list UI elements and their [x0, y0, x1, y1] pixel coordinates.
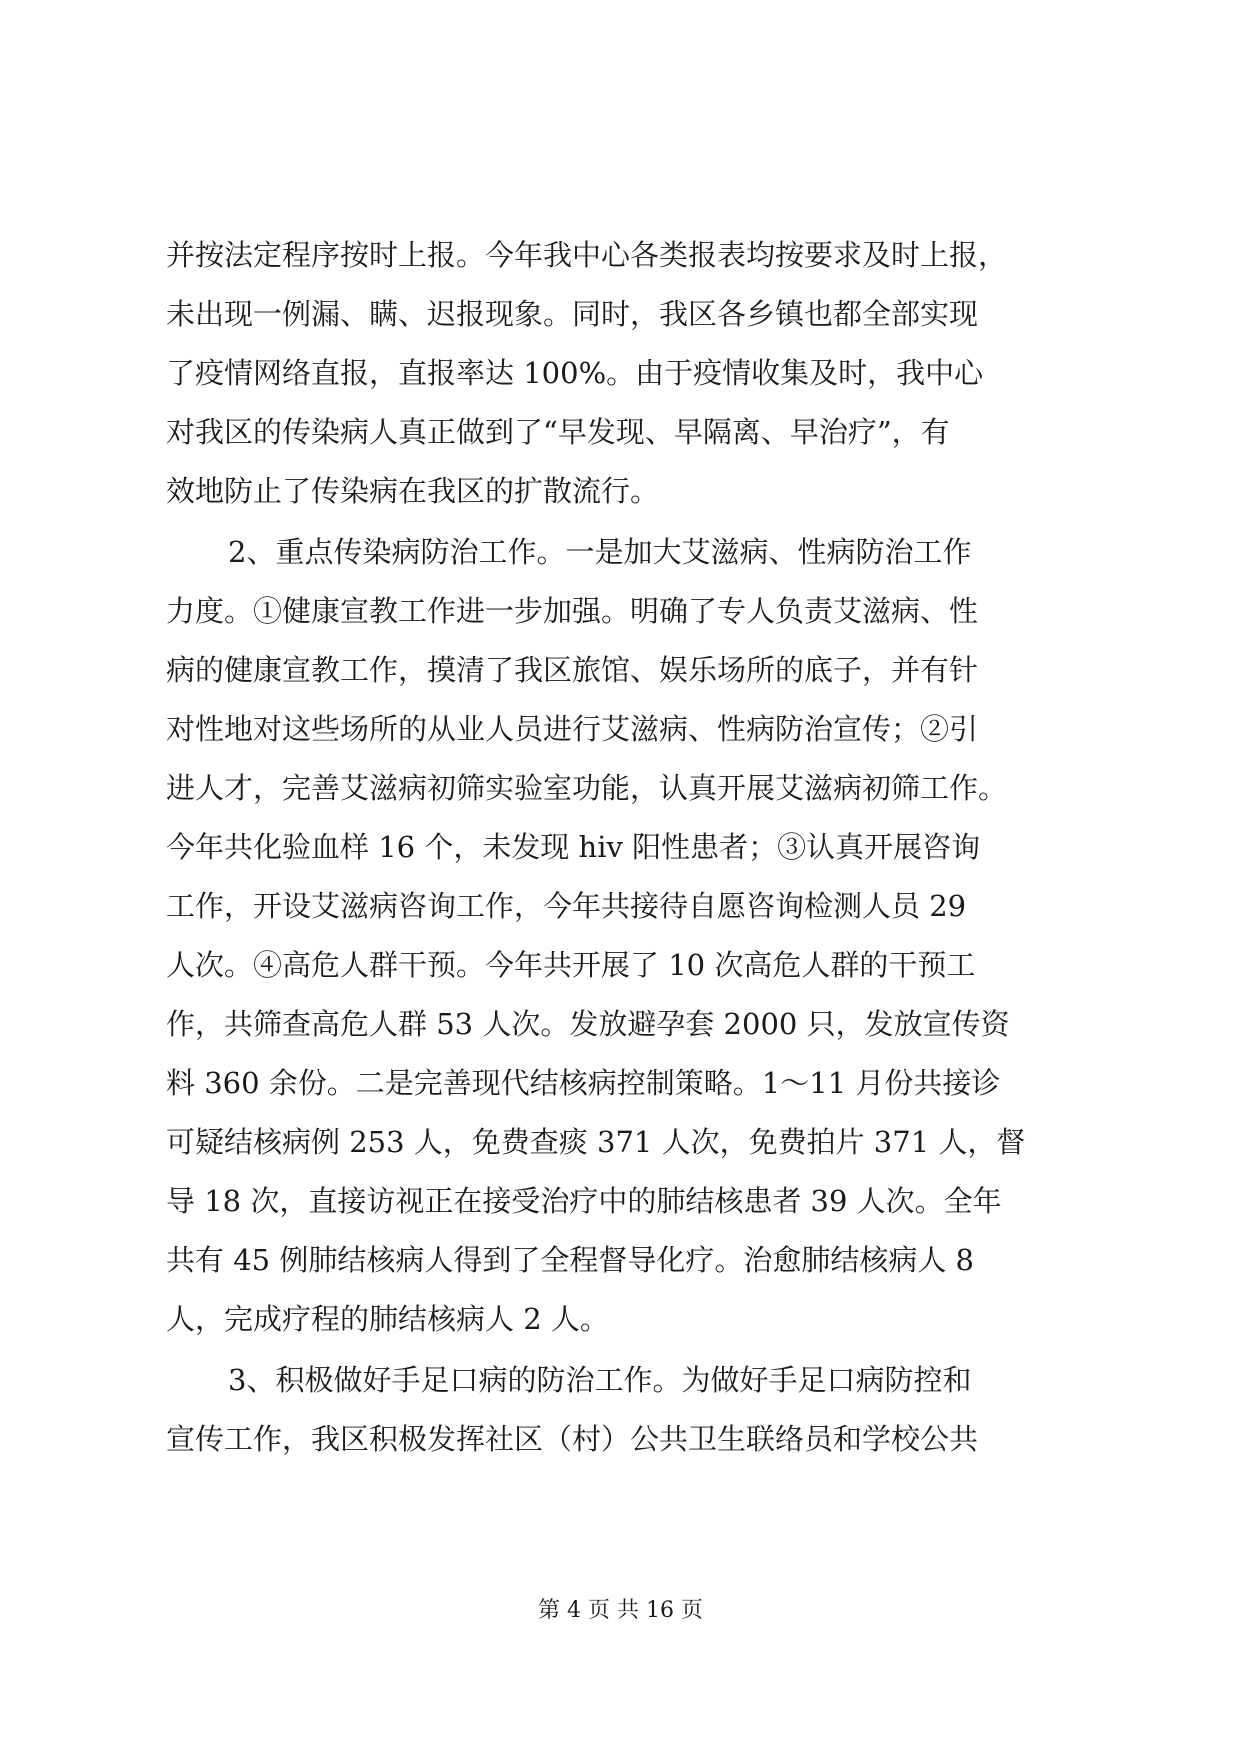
text-line: 作，共筛查高危人群 53 人次。发放避孕套 2000 只，发放宣传资 — [166, 1007, 1010, 1041]
body-text — [166, 226, 1086, 1469]
text-line: 人，完成疗程的肺结核病人 2 人。 — [166, 1302, 609, 1336]
text-line: 人次。④高危人群干预。今年共开展了 10 次高危人群的干预工 — [166, 948, 976, 982]
text-line: 未出现一例漏、瞒、迟报现象。同时，我区各乡镇也都全部实现 — [166, 297, 979, 331]
text-line: 力度。①健康宣教工作进一步加强。明确了专人负责艾滋病、性 — [166, 594, 979, 628]
text-line: 病的健康宣教工作，摸清了我区旅馆、娱乐场所的底子，并有针 — [166, 653, 979, 687]
text-line: 料 360 余份。二是完善现代结核病控制策略。1～11 月份共接诊 — [166, 1066, 1001, 1100]
text-line: 对我区的传染病人真正做到了“早发现、早隔离、早治疗”，有 — [166, 415, 950, 449]
text-line: 效地防止了传染病在我区的扩散流行。 — [166, 474, 660, 508]
text-line: 可疑结核病例 253 人，免费查痰 371 人次，免费拍片 371 人，督 — [166, 1125, 1026, 1159]
text-line: 对性地对这些场所的从业人员进行艾滋病、性病防治宣传；②引 — [166, 712, 979, 746]
paragraph-3-start: 3、积极做好手足口病的防治工作。为做好手足口病防控和 — [228, 1363, 972, 1397]
text-line: 导 18 次，直接访视正在接受治疗中的肺结核患者 39 人次。全年 — [166, 1184, 1002, 1218]
text-line: 今年共化验血样 16 个，未发现 hiv 阳性患者；③认真开展咨询 — [166, 830, 981, 864]
text-line: 宣传工作，我区积极发挥社区（村）公共卫生联络员和学校公共 — [166, 1422, 979, 1456]
text-line: 进人才，完善艾滋病初筛实验室功能，认真开展艾滋病初筛工作。 — [166, 771, 1008, 805]
text-line: 工作，开设艾滋病咨询工作，今年共接待自愿咨询检测人员 29 — [166, 889, 967, 923]
paragraph-2-start: 2、重点传染病防治工作。一是加大艾滋病、性病防治工作 — [228, 535, 972, 569]
text-line: 共有 45 例肺结核病人得到了全程督导化疗。治愈肺结核病人 8 — [166, 1243, 975, 1277]
text-line: 了疫情网络直报，直报率达 100%。由于疫情收集及时，我中心 — [166, 356, 984, 390]
text-line: 并按法定程序按时上报。今年我中心各类报表均按要求及时上报， — [166, 238, 1008, 272]
page-number-footer: 第 4 页 共 16 页 — [538, 1598, 703, 1623]
